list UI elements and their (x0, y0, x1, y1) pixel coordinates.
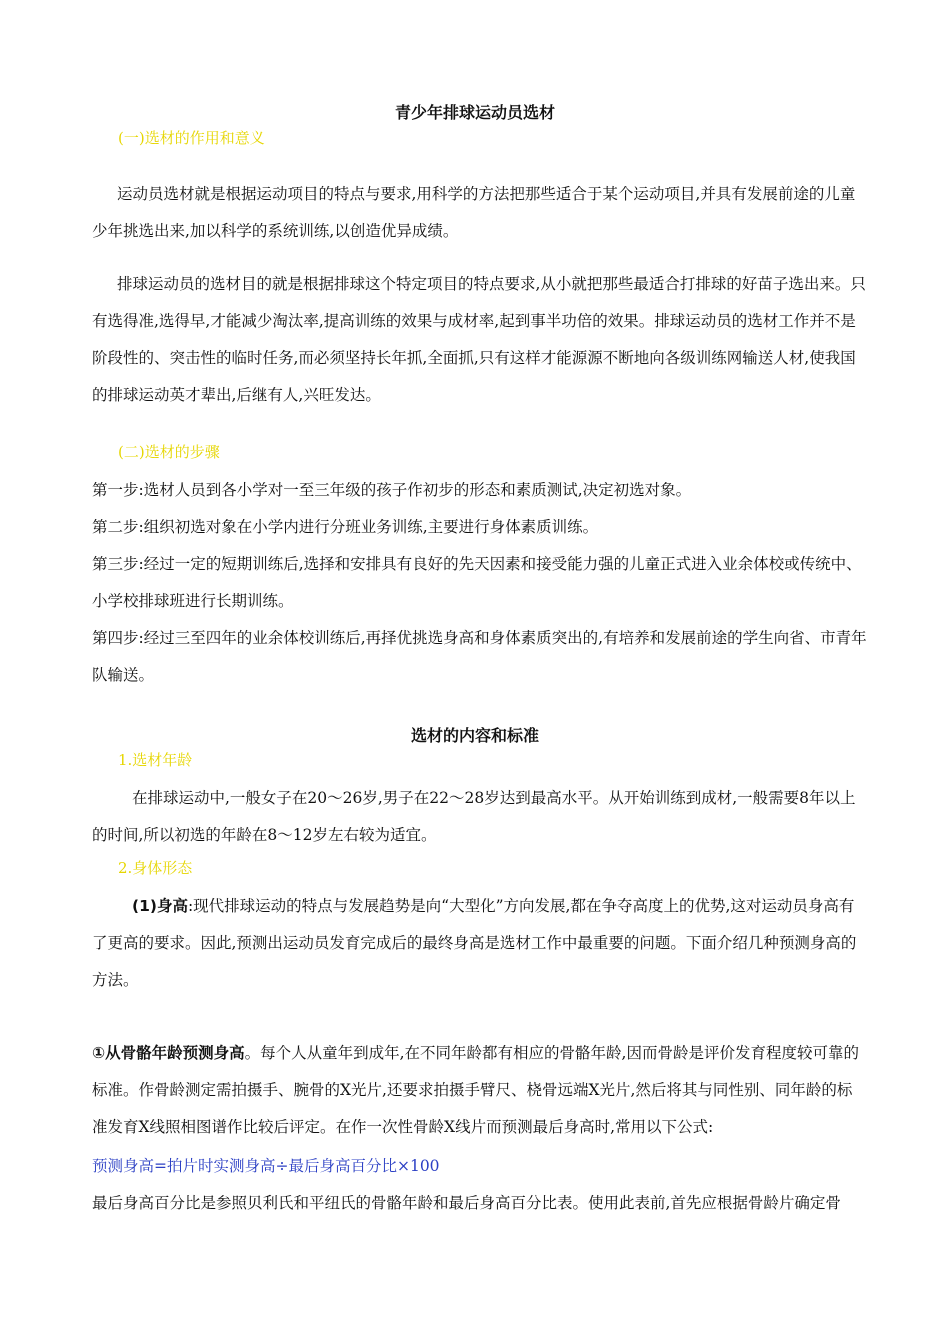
bone-age-text: 。每个人从童年到成年,在不同年龄都有相应的骨骼年龄,因而骨龄是评价发育程度较可靠的标准。作骨龄测定需拍摄手、腕骨的X光片,还要求拍摄手臂尺、桡骨远端X光片,然后将其与同性别、同年龄的标准发育X线照相图谱作比较后评定。在作一次性骨龄X线片而预测最后身高时,常用以下公式: (92, 1044, 859, 1136)
step-4: 第四步:经过三至四年的业余体校训练后,再择优挑选身高和身体素质突出的,有培养和发展前途的学生向省、市青年队输送。 (92, 629, 867, 684)
section-heading-2: (二)选材的步骤 (118, 443, 220, 461)
subsection-heading-body: 2.身体形态 (118, 859, 193, 877)
paragraph-2: 排球运动员的选材目的就是根据排球这个特定项目的特点要求,从小就把那些最适合打排球的好苗子选出来。只有选得准,选得早,才能减少淘汰率,提高训练的效果与成材率,起到事半功倍的效果。排球运动员的选材工作并不是阶段性的、突击性的临时任务,而必须坚持长年抓,全面抓,只有这样才能源源不断地向各级训练网输送人材,使我国的排球运动英才辈出,后继有人,兴旺发达。 (92, 275, 866, 404)
paragraph-1: 运动员选材就是根据运动项目的特点与要求,用科学的方法把那些适合于某个运动项目,并具有发展前途的儿童少年挑选出来,加以科学的系统训练,以创造优异成绩。 (92, 185, 856, 240)
paragraph-height (92, 888, 867, 999)
section-title-2: 选材的内容和标准 (410, 726, 539, 745)
formula: 预测身高=拍片时实测身高÷最后身高百分比×100 (92, 1157, 440, 1175)
step-2: 第二步:组织初选对象在小学内进行分班业务训练,主要进行身体素质训练。 (92, 518, 599, 536)
paragraph-age: 在排球运动中,一般女子在20～26岁,男子在22～28岁达到最高水平。从开始训练到成材,一般需要8年以上的时间,所以初选的年龄在8～12岁左右较为适宜。 (92, 789, 856, 844)
height-label: (1)身高 (132, 897, 188, 915)
paragraph-bone-age (92, 1035, 867, 1146)
bone-age-label: ①从骨骼年龄预测身高 (92, 1044, 245, 1062)
step-3: 第三步:经过一定的短期训练后,选择和安排具有良好的先天因素和接受能力强的儿童正式进入业余体校或传统中、小学校排球班进行长期训练。 (92, 555, 862, 610)
subsection-heading-age: 1.选材年龄 (118, 751, 193, 769)
document-title: 青少年排球运动员选材 (394, 103, 555, 122)
section-heading-1: (一)选材的作用和意义 (118, 129, 265, 147)
step-1: 第一步:选材人员到各小学对一至三年级的孩子作初步的形态和素质测试,决定初选对象。 (92, 481, 692, 499)
height-text: :现代排球运动的特点与发展趋势是向“大型化”方向发展,都在争夺高度上的优势,这对运动员身高有了更高的要求。因此,预测出运动员发育完成后的最终身高是选材工作中最重要的问题。下面介绍几种预测身高的方法。 (92, 897, 857, 989)
paragraph-percent: 最后身高百分比是参照贝利氏和平纽氏的骨骼年龄和最后身高百分比表。使用此表前,首先应根据骨龄片确定骨 (92, 1194, 841, 1212)
